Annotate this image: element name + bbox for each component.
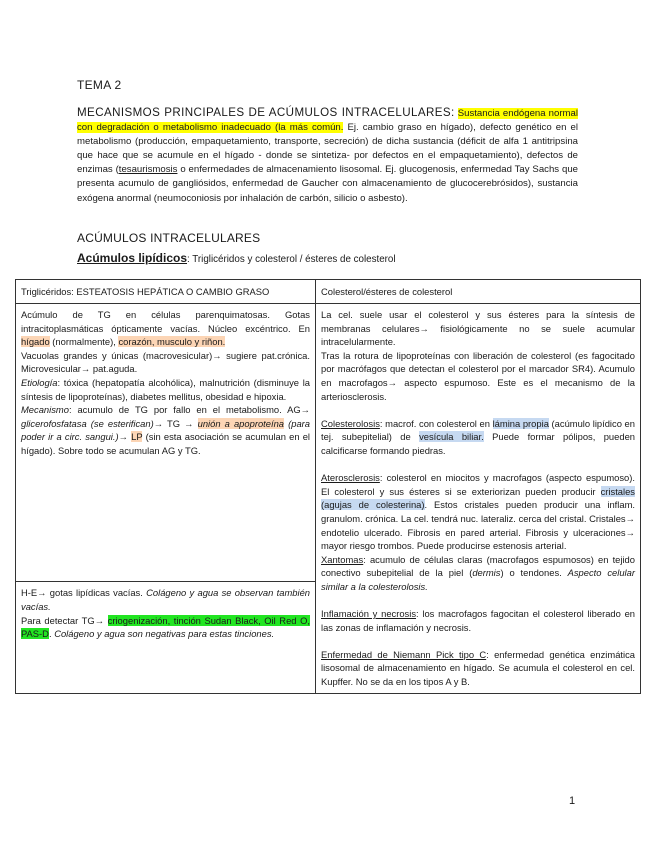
tg-text: (normalmente),: [49, 336, 119, 348]
chol-paragraph-niemann-pick: [321, 648, 635, 689]
spacer: [321, 634, 635, 648]
inflamacion-label: Inflamación y necrosis: [321, 608, 417, 620]
xantomas-italic: Aspecto celular similar a la colesterolosis.: [321, 567, 635, 592]
tg-paragraph-etiologia: [21, 376, 310, 403]
tg-highlight-organs: corazón, musculo y riñon.: [118, 336, 226, 348]
chol-text: ) o tendones.: [500, 567, 568, 579]
etiologia-text: : tóxica (hepatopatía alcohólica), malnutrición (disminuye la síntesis de lipoproteínas), diabetes mellitus, obesidad e hipoxia.: [21, 376, 310, 402]
page-number: 1: [569, 795, 576, 807]
chol-text: : macrof. con colesterol en: [379, 417, 493, 429]
intro-highlight: Sustancia endógena normal con degradación o metabolismo inadecuado (la más común.: [77, 108, 578, 134]
table-header-row: [16, 280, 641, 304]
chol-paragraph-inflamacion: [321, 607, 635, 634]
aterosclerosis-label: Aterosclerosis: [321, 472, 380, 484]
chol-text: (acúmulo lipídico en tej. subepitelial) de: [321, 417, 635, 443]
mecanismo-italic: glicerofosfatasa (se esterifican): [21, 417, 154, 429]
intro-paragraph: [77, 106, 578, 206]
staining-italic: Colágeno y agua son negativas para estas tinciones.: [54, 628, 275, 640]
chol-paragraph-colesterolosis: [321, 417, 635, 458]
highlight-stains: criogenización, tinción Sudan Black, Oil Red O, PAS-D: [21, 614, 310, 640]
cell-triglycerides-staining: [16, 582, 316, 693]
etiologia-label: Etiología: [21, 376, 58, 388]
spacer: [321, 593, 635, 607]
subsection-label: Acúmulos lipídicos: [77, 251, 188, 265]
subsection-heading: [77, 251, 396, 265]
tg-paragraph-1: [21, 308, 310, 349]
colesterolosis-label: Colesterolosis: [321, 417, 380, 429]
chol-paragraph-2: Tras la rotura de lipoproteínas con liberación de colesterol (es fagocitado por macrófagos que detectan el colesterol por el marcador SR4). Acumulo en macrofagos→ aspecto espumoso. Este es el mecanismo de la arteriosclerosis.: [321, 349, 635, 402]
spacer: [321, 458, 635, 472]
chol-text: . Estos cristales pueden producir una inflam. granulom. crónica. La cel. tendrá nuc. lateraliz. cerca del cristal. Cristales→ endotelio ulcerado. Fibrosis en pared arterial. Fibrosis y ulceraciones→ mayor riesgo trombos. Puede producirse estenosis arterial.: [321, 499, 635, 552]
chol-paragraph-xantomas: [321, 553, 635, 594]
topic-title: TEMA 2: [77, 78, 122, 92]
tg-paragraph-mecanismo: [21, 403, 310, 457]
chol-paragraph-1: La cel. suele usar el colesterol y sus ésteres para la síntesis de membranas celulares→ fisiológicamente no se suele acumular intracelularmente.: [321, 309, 635, 348]
mecanismo-text: (sin esta asociación se acumulan en el hígado). Sobre todo se acumulan AG y TG.: [21, 431, 310, 456]
tesaurismosis-term: tesaurismosis: [118, 164, 178, 176]
staining-italic: Colágeno y agua se observan también vacías.: [21, 587, 310, 612]
intro-text-1: Ej. cambio graso en hígado), defecto genético en el metabolismo (producción, empaquetamiento, transporte, secreción) de dicha sustancia (déficit de alfa 1 antitripsina que hace que se acumule en el hígado - donde se sintetiza- por defectos en el empaquetamiento), defectos de enzimas (: [77, 122, 578, 176]
niemann-pick-label: Enfermedad de Niemann Pick tipo C: [321, 648, 487, 660]
chol-text: : acumulo de células claras (macrofagos espumosos) en tejido conectivo subepitelial de la piel (: [321, 553, 635, 579]
mecanismo-italic: (para poder ir a circ. sangui.): [21, 417, 310, 443]
section-title: ACÚMULOS INTRACELULARES: [77, 231, 261, 245]
dermis-italic: dermis: [472, 567, 501, 579]
mecanismo-label: Mecanismo: [21, 404, 69, 416]
mecanismo-highlight-apoproteina: unión a apoproteína: [197, 417, 285, 429]
comparison-table: [15, 279, 641, 694]
table-row: [16, 304, 641, 582]
chol-text: : colesterol en miocitos y macrofagos (aspecto espumoso). El colesterol y sus ésteres si se exteriorizan pueden producir: [321, 472, 635, 497]
chol-text: : los macrofagos fagocitan el colesterol liberado en las zonas de inflamación y necrosis.: [321, 608, 635, 633]
intro-text-2: o enfermedades de almacenamiento lisosomal. Ej. glucogenosis, enfermedad Tay Sachs que presenta acumulo de gangliósidos, enfermedad de Gaucher con almacenamiento de glucocerebrósidos), sustancia exógena anormal (neumoconiosis por inhalación de carbón, silicio o asbesto).: [77, 164, 578, 204]
header-triglycerides: Triglicéridos: ESTEATOSIS HEPÁTICA O CAMBIO GRASO: [16, 280, 316, 304]
staining-text: .: [48, 628, 55, 640]
tg-text: Acúmulo de TG en células parenquimatosas. Gotas intracitoplasmáticas ópticamente vacías. Núcleo excéntrico. En: [21, 309, 310, 334]
tg-highlight-higado: hígado: [21, 336, 50, 348]
mecanismo-text: : acumulo de TG por fallo en el metabolismo. AG→: [68, 404, 310, 416]
cell-triglycerides-description: [16, 304, 316, 582]
spacer: [321, 403, 635, 417]
highlight-cristales: cristales (agujas de colesterina): [321, 485, 635, 511]
tg-paragraph-2: Vacuolas grandes y únicas (macrovesicular)→ sugiere pat.crónica. Microvesicular→ pat.aguda.: [21, 349, 310, 375]
subsection-text: : Triglicéridos y colesterol / ésteres de colesterol: [187, 254, 396, 265]
mecanismo-text: →: [118, 431, 132, 443]
highlight-vesicula: vesícula biliar.: [419, 431, 484, 443]
chol-text: Puede formar pólipos, pueden calcificarse formando piedras.: [321, 431, 635, 456]
highlight-lamina-propia: lámina propia: [492, 417, 549, 429]
staining-text: H-E→ gotas lipídicas vacías.: [21, 587, 147, 599]
chol-text: : enfermedad genética enzimática lisosomal de almacenamiento en hígado. Se acumula el colesterol en cel. Kupffer. No se da en los tipos A y B.: [321, 648, 635, 688]
cell-cholesterol-description: [316, 304, 641, 694]
mecanismo-highlight-lp: LP: [131, 431, 143, 443]
xantomas-label: Xantomas: [321, 553, 364, 565]
staining-paragraph-2: [21, 614, 310, 641]
staining-paragraph-1: [21, 586, 310, 613]
header-cholesterol: Colesterol/ésteres de colesterol: [316, 280, 641, 304]
chol-paragraph-aterosclerosis: [321, 471, 635, 553]
mecanismo-text: → TG →: [153, 417, 198, 429]
intro-title: MECANISMOS PRINCIPALES DE ACÚMULOS INTRACELULARES:: [77, 106, 455, 119]
staining-text: Para detectar TG→: [21, 614, 108, 626]
